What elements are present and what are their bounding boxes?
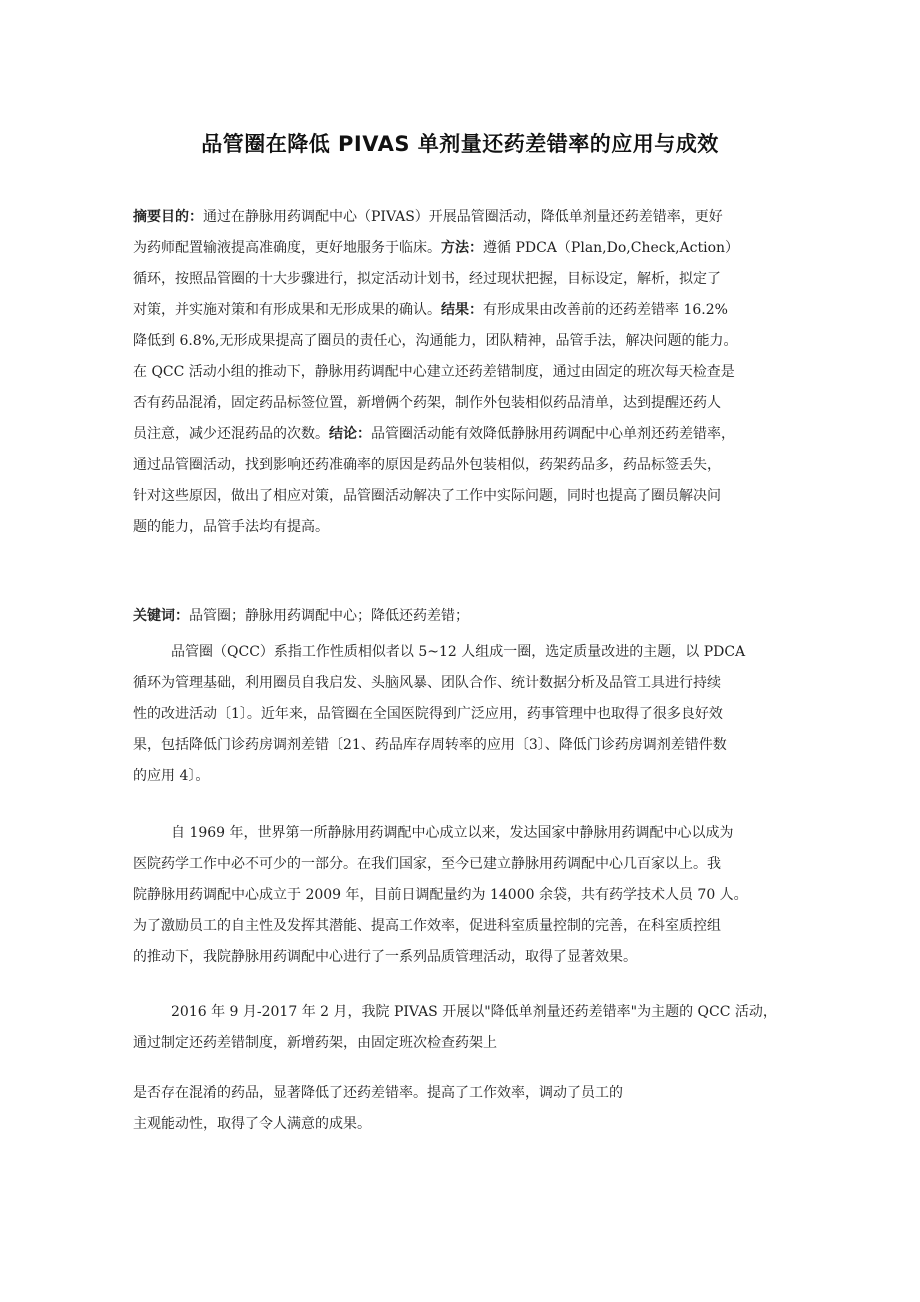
document-title: 品管圈在降低 PIVAS 单剂量还药差错率的应用与成效 [201, 132, 719, 156]
abstract-line [133, 450, 798, 481]
abstract-text: 针对这些原因，做出了相应对策，品管圈活动解决了工作中实际问题，同时也提高了圈员解决问 [133, 488, 721, 504]
paragraph-line: 的应用 4〕。 [133, 768, 210, 784]
abstract-line [133, 388, 798, 419]
paragraph-line: 通过制定还药差错制度，新增药架，由固定班次检查药架上 [133, 1035, 497, 1051]
abstract-text: 降低到 6.8%,无形成果提高了圈员的责任心，沟通能力，团队精神，品管手法，解决问题的能力。 [133, 333, 738, 349]
paragraph-line: 2016 年 9 月-2017 年 2 月，我院 PIVAS 开展以"降低单剂量还药差错率"为主题的 QCC 活动， [171, 1004, 777, 1020]
result-text: 有形成果由改善前的还药差错率 16.2% [483, 302, 728, 318]
keywords-line [133, 601, 798, 632]
abstract-line [133, 512, 798, 543]
abstract-line [133, 233, 798, 264]
keywords-label: 关键词： [133, 608, 189, 624]
paragraph-line: 自 1969 年，世界第一所静脉用药调配中心成立以来，发达国家中静脉用药调配中心以成为 [171, 825, 734, 841]
keywords [133, 601, 798, 632]
paragraph-result [133, 1078, 798, 1140]
abstract-text: 对策，并实施对策和有形成果和无形成果的确认。 [133, 302, 441, 318]
abstract-line [133, 295, 798, 326]
abstract-label: 摘要目的： [133, 209, 203, 225]
paragraph-line: 品管圈（QCC）系指工作性质相似者以 5~12 人组成一圈，选定质量改进的主题，以 PDCA [171, 644, 746, 660]
abstract-text: 员注意，减少还混药品的次数。 [133, 426, 329, 442]
abstract-text: 在 QCC 活动小组的推动下，静脉用药调配中心建立还药差错制度，通过由固定的班次每天检查是 [133, 364, 735, 380]
abstract-line [133, 481, 798, 512]
paragraph-history [133, 818, 798, 973]
paragraph-intro [133, 637, 798, 792]
paragraph-line: 性的改进活动〔1〕。近年来，品管圈在全国医院得到广泛应用，药事管理中也取得了很多良好效 [133, 706, 723, 722]
paragraph-line: 果，包括降低门诊药房调剂差错〔21、药品库存周转率的应用〔3〕、降低门诊药房调剂差错件数 [133, 737, 727, 753]
paragraph-line: 循环为管理基础，利用圈员自我启发、头脑风暴、团队合作、统计数据分析及品管工具进行持续 [133, 675, 721, 691]
paragraph-line: 为了激励员工的自主性及发挥其潜能、提高工作效率，促进科室质量控制的完善，在科室质控组 [133, 918, 721, 934]
paragraph-line: 医院药学工作中必不可少的一部分。在我们国家，至今已建立静脉用药调配中心几百家以上。我 [133, 856, 721, 872]
result-label: 结果： [441, 302, 483, 318]
paragraph-line: 是否存在混淆的药品，显著降低了还药差错率。提高了工作效率，调动了员工的 [133, 1085, 623, 1101]
keywords-text: 品管圈；静脉用药调配中心；降低还药差错； [189, 608, 469, 624]
abstract-text: 循环，按照品管圈的十大步骤进行，拟定活动计划书，经过现状把握，目标设定，解析，拟定了 [133, 271, 721, 287]
abstract [133, 202, 798, 543]
abstract-line [133, 326, 798, 357]
abstract-line [133, 264, 798, 295]
paragraph-line: 院静脉用药调配中心成立于 2009 年，目前日调配量约为 14000 余袋，共有药学技术人员 70 人。 [133, 887, 748, 903]
conclusion-text: 品管圈活动能有效降低静脉用药调配中心单剂还药差错率， [371, 426, 735, 442]
paragraph-activity [133, 997, 798, 1059]
abstract-line [133, 357, 798, 388]
abstract-text: 为药师配置输液提高准确度，更好地服务于临床。 [133, 240, 441, 256]
abstract-text: 通过在静脉用药调配中心（PIVAS）开展品管圈活动，降低单剂量还药差错率，更好 [203, 209, 723, 225]
paragraph-line: 的推动下，我院静脉用药调配中心进行了一系列品质管理活动，取得了显著效果。 [133, 949, 637, 965]
abstract-text: 通过品管圈活动，找到影响还药准确率的原因是药品外包装相似，药架药品多，药品标签丢失， [133, 457, 721, 473]
conclusion-label: 结论： [329, 426, 371, 442]
method-text: 遵循 PDCA（Plan,Do,Check,Action） [483, 240, 740, 256]
abstract-line [133, 419, 798, 450]
abstract-text: 题的能力，品管手法均有提高。 [133, 519, 329, 535]
abstract-text: 否有药品混淆，固定药品标签位置，新增俩个药架，制作外包装相似药品清单，达到提醒还药人 [133, 395, 721, 411]
method-label: 方法： [441, 240, 483, 256]
abstract-line [133, 202, 798, 233]
paragraph-line: 主观能动性，取得了令人满意的成果。 [133, 1116, 371, 1132]
